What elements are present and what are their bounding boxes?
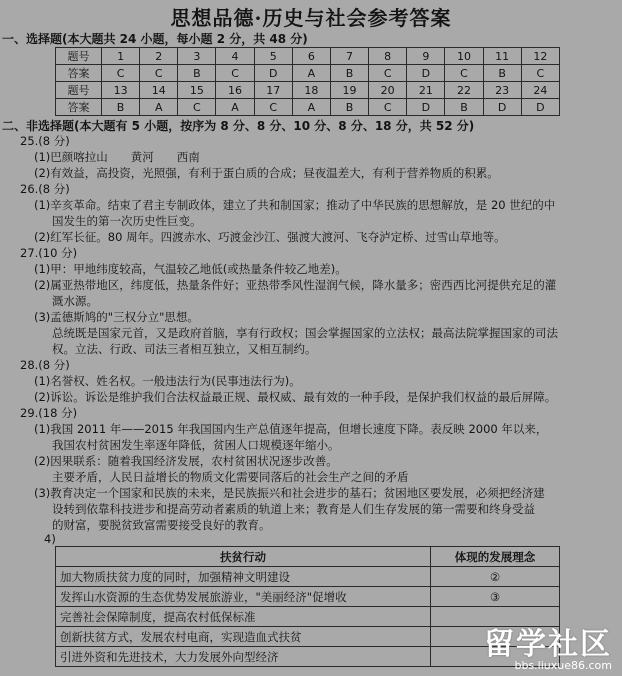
question-number: 7 [330, 48, 368, 65]
answer-cell: C [445, 65, 483, 82]
idea-cell: ③ [431, 587, 560, 607]
table-row [56, 65, 560, 82]
answer-cell: C [102, 65, 140, 82]
table-row [56, 587, 560, 607]
action-cell: 加大物质扶贫力度的同时，加强精神文明建设 [56, 567, 431, 587]
column-header: 扶贫行动 [56, 547, 431, 567]
row-label: 题号 [56, 82, 102, 99]
watermark-url: bbs.liuxue86.com [514, 659, 612, 672]
question-number: 18 [292, 82, 330, 99]
answer-cell: A [292, 65, 330, 82]
question-number: 1 [102, 48, 140, 65]
answer-cell: C [369, 99, 407, 116]
answer-cell: B [483, 65, 521, 82]
answer-line: (2)属亚热带地区，纬度低，热量条件好；亚热带季风性湿润气候，降水量多；密西西比河提供充足的灌 [34, 278, 557, 292]
row-label: 题号 [56, 48, 102, 65]
answer-cell: B [330, 65, 368, 82]
question-number: 23 [483, 82, 521, 99]
question-number: 11 [483, 48, 521, 65]
column-header: 体现的发展理念 [431, 547, 560, 567]
question-number: 16 [216, 82, 254, 99]
answer-cell: D [254, 65, 292, 82]
answer-cell: D [483, 99, 521, 116]
page-title: 思想品德·历史与社会参考答案 [170, 6, 452, 30]
answer-line: 的财富，要脱贫致富需要接受良好的教育。 [52, 518, 271, 532]
answer-cell: C [254, 99, 292, 116]
question-number: 24 [521, 82, 559, 99]
action-cell: 引进外资和先进技术，大力发展外向型经济 [56, 647, 431, 667]
watermark-logo-text: 留学社区 [484, 627, 612, 662]
watermark [484, 619, 612, 672]
question-number: 20 [369, 82, 407, 99]
answer-cell: C [140, 65, 178, 82]
answer-line: (1)名誉权、姓名权。一般违法行为(民事违法行为)。 [34, 374, 301, 388]
row-label: 答案 [56, 65, 102, 82]
answer-line: 国发生的第一次历史性巨变。 [52, 214, 202, 228]
answer-line: (2)有效益，高投资，光照强，有利于蛋白质的合成；昼夜温差大，有利于营养物质的积累。 [34, 166, 499, 180]
answer-line: 设转到依靠科技进步和提高劳动者素质的轨道上来；教育是人们生存发展的第一需要和终身受益 [52, 502, 535, 516]
answer-line: 主要矛盾，人民日益增长的物质文化需要同落后的社会生产之间的矛盾 [52, 470, 409, 484]
question-header: 25.(8 分) [20, 134, 70, 148]
section1-heading: 一、选择题(本大题共 24 小题，每小题 2 分，共 48 分) [2, 32, 308, 46]
answer-line: (3)孟德斯鸠的"三权分立"思想。 [34, 310, 199, 324]
table-row [56, 48, 560, 65]
action-cell: 创新扶贫方式，发展农村电商，实现造血式扶贫 [56, 627, 431, 647]
answer-line: (1)甲：甲地纬度较高，气温较乙地低(或热量条件较乙地差)。 [34, 262, 347, 276]
question-header: 28.(8 分) [20, 358, 70, 372]
answer-cell: C [521, 65, 559, 82]
question-number: 17 [254, 82, 292, 99]
answer-cell: D [407, 65, 445, 82]
action-cell: 发挥山水资源的生态优势发展旅游业，"美丽经济"促增收 [56, 587, 431, 607]
question-number: 21 [407, 82, 445, 99]
answer-cell: B [178, 65, 216, 82]
question-number: 6 [292, 48, 330, 65]
question-number: 3 [178, 48, 216, 65]
answer-line: 我国农村贫困发生率逐年降低，贫困人口规模逐年缩小。 [52, 438, 340, 452]
question-number: 19 [330, 82, 368, 99]
answer-line: 权。立法、行政、司法三者相互独立，又相互制约。 [52, 342, 317, 356]
answer-cell: A [216, 99, 254, 116]
answer-cell: C [216, 65, 254, 82]
answer-cell: C [369, 65, 407, 82]
answer-line: (1)辛亥革命。结束了君主专制政体，建立了共和制国家；推动了中华民族的思想解放，是 20 世纪的中 [34, 198, 556, 212]
answer-cell: D [521, 99, 559, 116]
answer-line: (1)我国 2011 年——2015 年我国国内生产总值逐年提高，但增长速度下降。表反映 2000 年以来， [34, 422, 548, 436]
answer-cell: B [330, 99, 368, 116]
question-number: 5 [254, 48, 292, 65]
question-header: 27.(10 分) [20, 246, 78, 260]
answer-line: 溉水源。 [52, 294, 98, 308]
question-number: 15 [178, 82, 216, 99]
question-number: 14 [140, 82, 178, 99]
answer-line: 总统既是国家元首，又是政府首脑，享有行政权；国会掌握国家的立法权；最高法院掌握国家的司法 [52, 326, 558, 340]
answer-cell: D [407, 99, 445, 116]
answer-line: 4) [44, 532, 56, 546]
question-header: 26.(8 分) [20, 182, 70, 196]
row-label: 答案 [56, 99, 102, 116]
question-number: 22 [445, 82, 483, 99]
table-row [56, 82, 560, 99]
idea-cell: ② [431, 567, 560, 587]
answer-table [55, 47, 560, 116]
table-header-row [56, 547, 560, 567]
answer-line: (2)红军长征。80 周年。四渡赤水、巧渡金沙江、强渡大渡河、飞夺泸定桥、过雪山草地等。 [34, 230, 506, 244]
question-number: 12 [521, 48, 559, 65]
table-row [56, 99, 560, 116]
question-number: 13 [102, 82, 140, 99]
answer-cell: B [102, 99, 140, 116]
question-number: 4 [216, 48, 254, 65]
answer-line: (3)教育决定一个国家和民族的未来，是民族振兴和社会进步的基石；贫困地区要发展，必须把经济建 [34, 486, 545, 500]
answer-cell: A [292, 99, 330, 116]
question-header: 29.(18 分) [20, 406, 78, 420]
action-cell: 完善社会保障制度，提高农村低保标准 [56, 607, 431, 627]
section2-heading: 二、非选择题(本大题有 5 小题，按序为 8 分、8 分、10 分、8 分、18 分，共 52 分) [2, 119, 475, 133]
question-number: 2 [140, 48, 178, 65]
answer-cell: A [140, 99, 178, 116]
answer-line: (1)巴颜喀拉山 黄河 西南 [34, 150, 200, 164]
answer-cell: C [178, 99, 216, 116]
question-number: 8 [369, 48, 407, 65]
question-number: 9 [407, 48, 445, 65]
question-number: 10 [445, 48, 483, 65]
table-row [56, 567, 560, 587]
answer-cell: B [445, 99, 483, 116]
answer-line: (2)因果联系：随着我国经济发展，农村贫困状况逐步改善。 [34, 454, 338, 468]
answer-line: (2)诉讼。诉讼是维护我们合法权益最正规、最权威、最有效的一种手段，是保护我们权益的最后屏障。 [34, 390, 557, 404]
